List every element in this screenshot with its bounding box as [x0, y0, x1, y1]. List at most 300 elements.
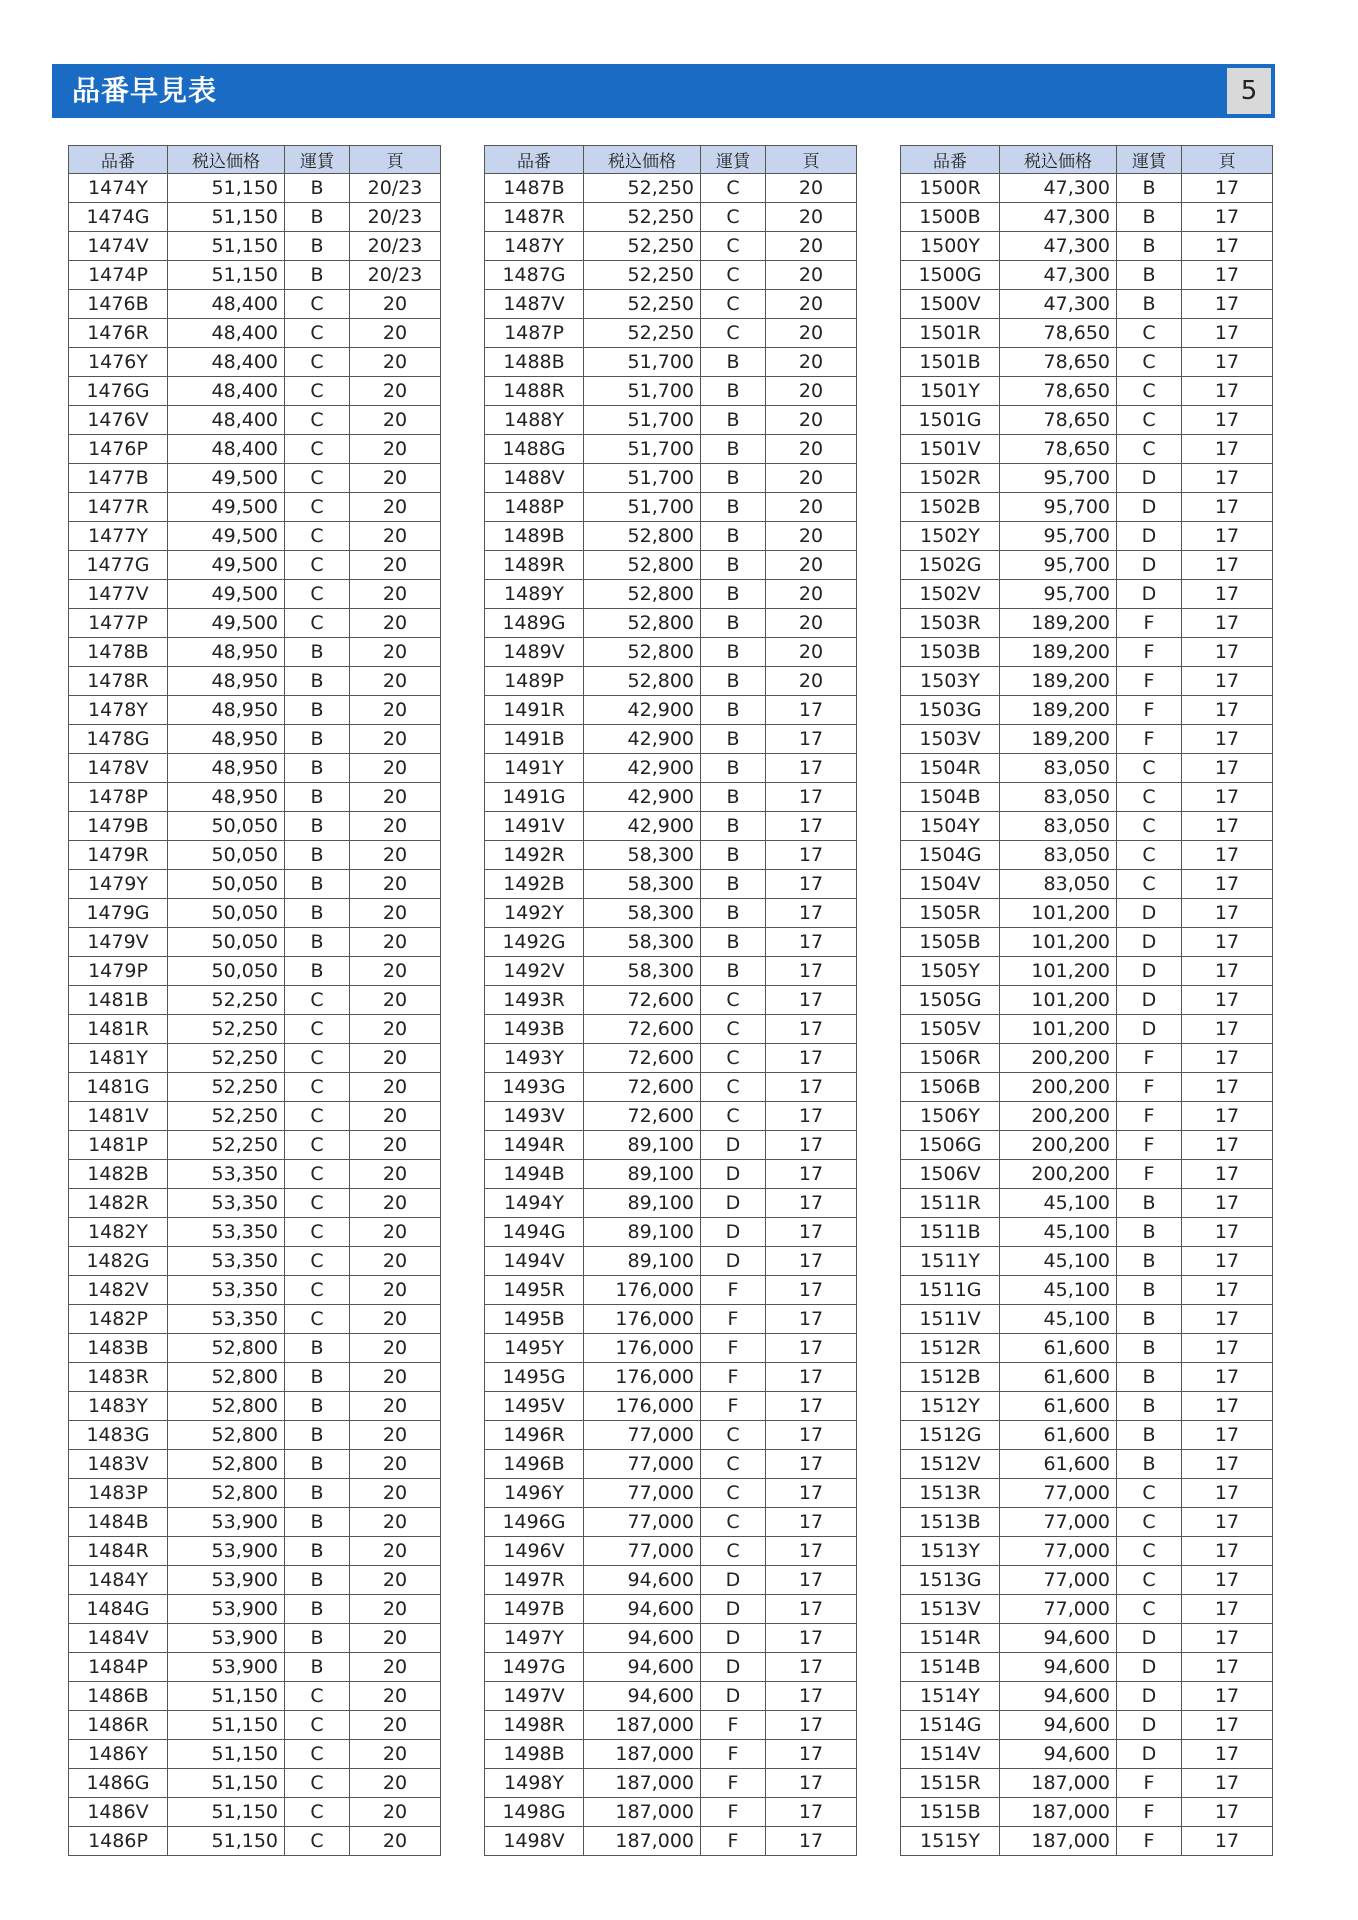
table-row [69, 522, 441, 551]
page-ref-cell: 20 [350, 696, 441, 725]
shipping-class-cell: C [285, 464, 350, 493]
item-number-cell: 1487P [485, 319, 584, 348]
table-row [485, 319, 857, 348]
page-ref-cell: 20 [350, 812, 441, 841]
shipping-class-cell: F [1117, 638, 1182, 667]
price-cell: 52,250 [168, 1131, 285, 1160]
table-row [69, 1827, 441, 1856]
table-row [485, 551, 857, 580]
price-cell: 83,050 [1000, 812, 1117, 841]
item-number-cell: 1511G [901, 1276, 1000, 1305]
page-ref-cell: 17 [1182, 319, 1273, 348]
price-cell: 49,500 [168, 609, 285, 638]
shipping-class-cell: D [701, 1131, 766, 1160]
item-number-cell: 1493Y [485, 1044, 584, 1073]
price-cell: 89,100 [584, 1189, 701, 1218]
table-row [485, 609, 857, 638]
price-cell: 51,150 [168, 174, 285, 203]
page-ref-cell: 17 [766, 1160, 857, 1189]
table-row [69, 986, 441, 1015]
item-number-cell: 1500Y [901, 232, 1000, 261]
price-cell: 95,700 [1000, 580, 1117, 609]
shipping-class-cell: B [1117, 232, 1182, 261]
page-ref-cell: 17 [1182, 1015, 1273, 1044]
shipping-class-cell: B [701, 928, 766, 957]
item-number-cell: 1487R [485, 203, 584, 232]
shipping-class-cell: C [1117, 319, 1182, 348]
table-row [901, 783, 1273, 812]
price-cell: 94,600 [584, 1653, 701, 1682]
price-cell: 50,050 [168, 899, 285, 928]
item-number-cell: 1476Y [69, 348, 168, 377]
item-number-cell: 1482B [69, 1160, 168, 1189]
shipping-class-cell: C [1117, 841, 1182, 870]
page-ref-cell: 17 [1182, 348, 1273, 377]
page-ref-cell: 17 [1182, 435, 1273, 464]
table-row [69, 290, 441, 319]
table-row [69, 1769, 441, 1798]
table-row [901, 1131, 1273, 1160]
table-row [901, 1363, 1273, 1392]
table-row [901, 522, 1273, 551]
table-row [485, 783, 857, 812]
price-cell: 101,200 [1000, 899, 1117, 928]
item-number-cell: 1477B [69, 464, 168, 493]
item-number-cell: 1478R [69, 667, 168, 696]
price-cell: 94,600 [1000, 1740, 1117, 1769]
price-cell: 61,600 [1000, 1392, 1117, 1421]
price-cell: 42,900 [584, 696, 701, 725]
shipping-class-cell: B [285, 696, 350, 725]
table-row [69, 493, 441, 522]
price-cell: 176,000 [584, 1276, 701, 1305]
item-number-cell: 1486Y [69, 1740, 168, 1769]
table-row [69, 754, 441, 783]
page-ref-cell: 20 [350, 841, 441, 870]
table-row [485, 725, 857, 754]
column-header-item-no: 品番 [485, 146, 584, 174]
shipping-class-cell: B [1117, 1218, 1182, 1247]
page-ref-cell: 20 [766, 290, 857, 319]
shipping-class-cell: C [285, 1044, 350, 1073]
page-title: 品番早見表 [72, 74, 218, 107]
table-row [901, 1218, 1273, 1247]
shipping-class-cell: C [1117, 406, 1182, 435]
shipping-class-cell: B [701, 957, 766, 986]
column-header-price: 税込価格 [584, 146, 701, 174]
item-number-cell: 1484B [69, 1508, 168, 1537]
price-cell: 89,100 [584, 1218, 701, 1247]
shipping-class-cell: C [285, 1102, 350, 1131]
price-cell: 61,600 [1000, 1421, 1117, 1450]
price-cell: 42,900 [584, 754, 701, 783]
shipping-class-cell: B [285, 1363, 350, 1392]
page-ref-cell: 17 [766, 1102, 857, 1131]
table-row [901, 1711, 1273, 1740]
price-cell: 49,500 [168, 464, 285, 493]
page-ref-cell: 17 [766, 1073, 857, 1102]
price-cell: 48,950 [168, 754, 285, 783]
price-cell: 51,150 [168, 1769, 285, 1798]
shipping-class-cell: B [701, 493, 766, 522]
page-ref-cell: 17 [766, 1247, 857, 1276]
page-ref-cell: 20 [350, 1595, 441, 1624]
shipping-class-cell: B [701, 696, 766, 725]
shipping-class-cell: F [1117, 1160, 1182, 1189]
item-number-cell: 1493B [485, 1015, 584, 1044]
shipping-class-cell: F [1117, 696, 1182, 725]
item-number-cell: 1489V [485, 638, 584, 667]
page-ref-cell: 17 [1182, 754, 1273, 783]
shipping-class-cell: B [285, 667, 350, 696]
price-cell: 89,100 [584, 1131, 701, 1160]
shipping-class-cell: C [285, 522, 350, 551]
item-number-cell: 1482P [69, 1305, 168, 1334]
price-cell: 200,200 [1000, 1073, 1117, 1102]
page-ref-cell: 20 [766, 638, 857, 667]
item-number-cell: 1496R [485, 1421, 584, 1450]
item-number-cell: 1479Y [69, 870, 168, 899]
price-cell: 42,900 [584, 783, 701, 812]
table-row [69, 1131, 441, 1160]
table-row [69, 1624, 441, 1653]
table-row [485, 1595, 857, 1624]
item-number-cell: 1476V [69, 406, 168, 435]
table-row [901, 1160, 1273, 1189]
price-cell: 53,350 [168, 1189, 285, 1218]
column-header-item-no: 品番 [901, 146, 1000, 174]
page-ref-cell: 20 [350, 1798, 441, 1827]
item-number-cell: 1513Y [901, 1537, 1000, 1566]
price-cell: 176,000 [584, 1392, 701, 1421]
shipping-class-cell: D [1117, 522, 1182, 551]
table-row [69, 725, 441, 754]
page-ref-cell: 17 [1182, 406, 1273, 435]
price-cell: 52,250 [584, 290, 701, 319]
page-ref-cell: 17 [766, 841, 857, 870]
shipping-class-cell: C [285, 1798, 350, 1827]
price-cell: 49,500 [168, 580, 285, 609]
item-number-cell: 1513B [901, 1508, 1000, 1537]
shipping-class-cell: D [1117, 580, 1182, 609]
page-ref-cell: 17 [1182, 1392, 1273, 1421]
price-cell: 83,050 [1000, 870, 1117, 899]
item-number-cell: 1501V [901, 435, 1000, 464]
page-ref-cell: 20 [350, 1392, 441, 1421]
shipping-class-cell: F [1117, 1798, 1182, 1827]
page-ref-cell: 20/23 [350, 203, 441, 232]
item-number-cell: 1501G [901, 406, 1000, 435]
table-row [485, 1653, 857, 1682]
table-row [485, 174, 857, 203]
item-number-cell: 1482Y [69, 1218, 168, 1247]
table-row [901, 493, 1273, 522]
table-row [485, 1218, 857, 1247]
item-number-cell: 1488B [485, 348, 584, 377]
item-number-cell: 1515Y [901, 1827, 1000, 1856]
shipping-class-cell: C [285, 1769, 350, 1798]
page-ref-cell: 20 [766, 319, 857, 348]
table-row [901, 754, 1273, 783]
price-cell: 72,600 [584, 1015, 701, 1044]
page-ref-cell: 20 [766, 348, 857, 377]
shipping-class-cell: B [1117, 1363, 1182, 1392]
page-ref-cell: 20 [766, 174, 857, 203]
page-ref-cell: 17 [766, 899, 857, 928]
price-cell: 52,800 [584, 580, 701, 609]
item-number-cell: 1482V [69, 1276, 168, 1305]
item-number-cell: 1489B [485, 522, 584, 551]
shipping-class-cell: B [701, 870, 766, 899]
shipping-class-cell: C [701, 174, 766, 203]
table-row [901, 812, 1273, 841]
table-row [485, 1276, 857, 1305]
page-ref-cell: 20 [350, 1450, 441, 1479]
table-row [69, 1421, 441, 1450]
shipping-class-cell: B [285, 174, 350, 203]
page-ref-cell: 20 [766, 609, 857, 638]
price-cell: 95,700 [1000, 493, 1117, 522]
page-ref-cell: 17 [766, 783, 857, 812]
item-number-cell: 1500B [901, 203, 1000, 232]
item-number-cell: 1478G [69, 725, 168, 754]
shipping-class-cell: C [1117, 870, 1182, 899]
shipping-class-cell: C [285, 986, 350, 1015]
price-cell: 53,350 [168, 1218, 285, 1247]
shipping-class-cell: B [1117, 1450, 1182, 1479]
table-row [485, 928, 857, 957]
item-number-cell: 1474Y [69, 174, 168, 203]
shipping-class-cell: B [701, 754, 766, 783]
shipping-class-cell: F [1117, 725, 1182, 754]
shipping-class-cell: C [285, 406, 350, 435]
page-ref-cell: 17 [766, 1305, 857, 1334]
table-row [69, 928, 441, 957]
item-number-cell: 1479B [69, 812, 168, 841]
item-number-cell: 1494B [485, 1160, 584, 1189]
table-row [901, 1740, 1273, 1769]
table-row [69, 1798, 441, 1827]
page-ref-cell: 17 [1182, 464, 1273, 493]
item-number-cell: 1511R [901, 1189, 1000, 1218]
shipping-class-cell: C [1117, 1508, 1182, 1537]
page-ref-cell: 17 [766, 1189, 857, 1218]
page-ref-cell: 17 [1182, 203, 1273, 232]
item-number-cell: 1494V [485, 1247, 584, 1276]
price-cell: 47,300 [1000, 232, 1117, 261]
shipping-class-cell: F [701, 1798, 766, 1827]
shipping-class-cell: B [701, 580, 766, 609]
item-number-cell: 1513R [901, 1479, 1000, 1508]
page-ref-cell: 17 [1182, 1189, 1273, 1218]
page-ref-cell: 17 [1182, 928, 1273, 957]
shipping-class-cell: C [701, 1015, 766, 1044]
page-ref-cell: 20 [350, 580, 441, 609]
price-cell: 50,050 [168, 870, 285, 899]
page-ref-cell: 17 [766, 1740, 857, 1769]
shipping-class-cell: B [701, 609, 766, 638]
table-row [901, 1769, 1273, 1798]
table-row [485, 1450, 857, 1479]
page-ref-cell: 17 [766, 1421, 857, 1450]
table-row [69, 1740, 441, 1769]
item-number-cell: 1481P [69, 1131, 168, 1160]
item-number-cell: 1479R [69, 841, 168, 870]
price-cell: 200,200 [1000, 1102, 1117, 1131]
price-cell: 58,300 [584, 928, 701, 957]
shipping-class-cell: B [285, 928, 350, 957]
table-row [69, 1247, 441, 1276]
page-ref-cell: 20 [350, 754, 441, 783]
item-number-cell: 1503B [901, 638, 1000, 667]
table-row [485, 1479, 857, 1508]
price-cell: 47,300 [1000, 174, 1117, 203]
page-ref-cell: 20 [350, 725, 441, 754]
page-ref-cell: 20 [350, 1566, 441, 1595]
price-cell: 52,800 [168, 1479, 285, 1508]
table-row [901, 551, 1273, 580]
table-row [485, 696, 857, 725]
item-number-cell: 1496G [485, 1508, 584, 1537]
page-ref-cell: 20 [350, 1508, 441, 1537]
table-row [69, 1450, 441, 1479]
shipping-class-cell: F [701, 1392, 766, 1421]
price-cell: 187,000 [584, 1711, 701, 1740]
shipping-class-cell: B [1117, 290, 1182, 319]
table-row [901, 1798, 1273, 1827]
table-row [69, 1682, 441, 1711]
page-ref-cell: 20 [350, 1131, 441, 1160]
shipping-class-cell: B [1117, 1421, 1182, 1450]
page-ref-cell: 20 [350, 1682, 441, 1711]
page-ref-cell: 17 [1182, 580, 1273, 609]
price-cell: 187,000 [584, 1798, 701, 1827]
item-number-cell: 1514R [901, 1624, 1000, 1653]
table-row [485, 261, 857, 290]
shipping-class-cell: C [285, 1218, 350, 1247]
shipping-class-cell: B [1117, 1276, 1182, 1305]
item-number-cell: 1505B [901, 928, 1000, 957]
shipping-class-cell: B [285, 1653, 350, 1682]
table-row [69, 957, 441, 986]
shipping-class-cell: B [285, 841, 350, 870]
item-number-cell: 1498G [485, 1798, 584, 1827]
table-row [485, 1131, 857, 1160]
shipping-class-cell: B [285, 1479, 350, 1508]
shipping-class-cell: C [701, 319, 766, 348]
page-ref-cell: 20 [350, 928, 441, 957]
table-row [901, 609, 1273, 638]
table-row [69, 1508, 441, 1537]
shipping-class-cell: B [285, 261, 350, 290]
price-cell: 47,300 [1000, 203, 1117, 232]
table-row [69, 1653, 441, 1682]
item-number-cell: 1497B [485, 1595, 584, 1624]
page-ref-cell: 20 [766, 522, 857, 551]
page-ref-cell: 17 [1182, 377, 1273, 406]
shipping-class-cell: C [701, 1421, 766, 1450]
price-cell: 45,100 [1000, 1305, 1117, 1334]
shipping-class-cell: F [1117, 609, 1182, 638]
item-number-cell: 1495Y [485, 1334, 584, 1363]
table-row [485, 1624, 857, 1653]
price-cell: 52,800 [584, 609, 701, 638]
item-number-cell: 1486R [69, 1711, 168, 1740]
page-ref-cell: 20 [350, 1711, 441, 1740]
table-row [69, 203, 441, 232]
price-cell: 52,800 [584, 667, 701, 696]
page-ref-cell: 20 [350, 348, 441, 377]
item-number-cell: 1477P [69, 609, 168, 638]
table-row [901, 1305, 1273, 1334]
shipping-class-cell: F [1117, 1827, 1182, 1856]
item-number-cell: 1488G [485, 435, 584, 464]
item-number-cell: 1496V [485, 1537, 584, 1566]
price-cell: 189,200 [1000, 725, 1117, 754]
item-number-cell: 1481R [69, 1015, 168, 1044]
page-ref-cell: 17 [1182, 1044, 1273, 1073]
table-row [69, 609, 441, 638]
price-cell: 77,000 [1000, 1537, 1117, 1566]
table-row [901, 1508, 1273, 1537]
price-cell: 53,900 [168, 1653, 285, 1682]
page-ref-cell: 17 [1182, 1798, 1273, 1827]
shipping-class-cell: B [701, 812, 766, 841]
page-ref-cell: 20 [350, 319, 441, 348]
price-cell: 48,950 [168, 725, 285, 754]
item-number-cell: 1491V [485, 812, 584, 841]
shipping-class-cell: B [285, 957, 350, 986]
column-header-item-no: 品番 [69, 146, 168, 174]
page-ref-cell: 17 [766, 1537, 857, 1566]
item-number-cell: 1478B [69, 638, 168, 667]
table-row [69, 580, 441, 609]
item-number-cell: 1479P [69, 957, 168, 986]
page-ref-cell: 17 [1182, 1682, 1273, 1711]
shipping-class-cell: D [701, 1624, 766, 1653]
item-number-cell: 1486G [69, 1769, 168, 1798]
price-cell: 48,400 [168, 406, 285, 435]
item-number-cell: 1494G [485, 1218, 584, 1247]
table-row [901, 1247, 1273, 1276]
shipping-class-cell: C [285, 1740, 350, 1769]
shipping-class-cell: C [285, 290, 350, 319]
price-cell: 53,350 [168, 1247, 285, 1276]
shipping-class-cell: D [1117, 1653, 1182, 1682]
column-header-shipping: 運賃 [701, 146, 766, 174]
table-row [901, 319, 1273, 348]
price-cell: 48,950 [168, 696, 285, 725]
table-row [69, 1276, 441, 1305]
price-cell: 45,100 [1000, 1218, 1117, 1247]
price-cell: 52,800 [168, 1392, 285, 1421]
table-row [69, 406, 441, 435]
table-row [485, 870, 857, 899]
price-cell: 51,700 [584, 406, 701, 435]
table-row [485, 1421, 857, 1450]
table-row [901, 1479, 1273, 1508]
table-row [901, 406, 1273, 435]
item-number-cell: 1492Y [485, 899, 584, 928]
shipping-class-cell: D [701, 1682, 766, 1711]
price-cell: 51,150 [168, 261, 285, 290]
price-cell: 51,700 [584, 348, 701, 377]
page-ref-cell: 20 [766, 406, 857, 435]
column-header-price: 税込価格 [168, 146, 285, 174]
shipping-class-cell: B [701, 464, 766, 493]
table-row [69, 1102, 441, 1131]
price-cell: 48,950 [168, 667, 285, 696]
